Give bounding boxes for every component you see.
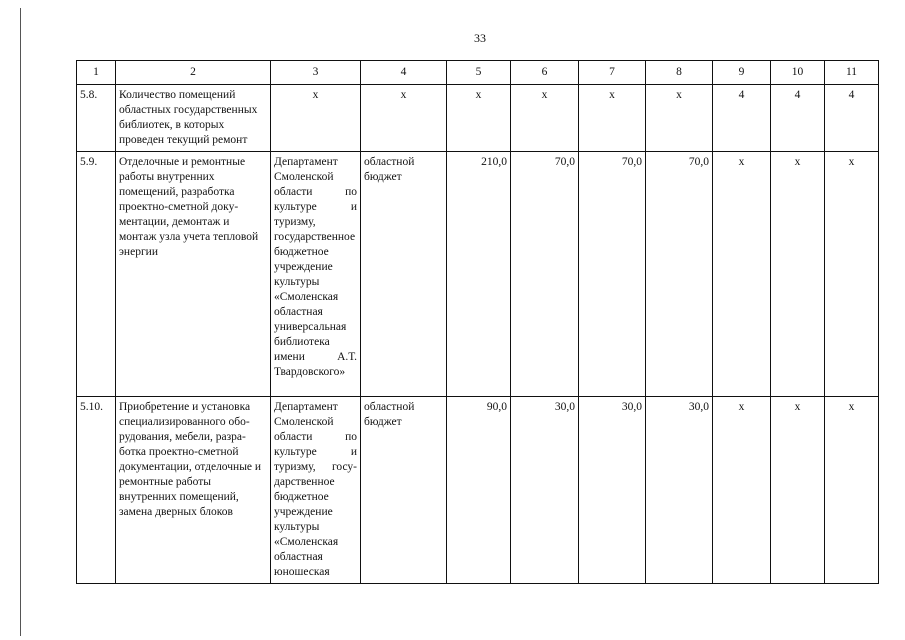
funding-source-cell: x [361,85,447,152]
column-header: 3 [271,61,361,85]
row-number: 5.10. [77,397,116,584]
column-header: 4 [361,61,447,85]
indicator-2-cell: x [771,152,825,397]
column-header: 2 [116,61,271,85]
executor-cell: x [271,85,361,152]
table-row [77,397,879,584]
activity-name: Количество помещений областных государственных библиотек, в которых проведен текущий ремонт [116,85,271,152]
row-number: 5.8. [77,85,116,152]
column-header: 10 [771,61,825,85]
indicator-1-cell: 4 [713,85,771,152]
activity-name: Отделочные и ремонтные работы внутренних помещений, разработка проектно-сметной документации, демонтаж и монтаж узла учета тепловой энергии [116,152,271,397]
year-3-cell: 70,0 [646,152,713,397]
column-number-row [77,61,879,85]
funding-source-cell: областной бюджет [361,152,447,397]
page-number: 33 [474,31,486,45]
total-amount-cell: 90,0 [447,397,511,584]
column-header: 1 [77,61,116,85]
table-row [77,152,879,397]
year-1-cell: 30,0 [511,397,579,584]
column-header: 9 [713,61,771,85]
year-2-cell: 30,0 [579,397,646,584]
indicator-2-cell: 4 [771,85,825,152]
executor-cell: Департамент Смоленской области по культуре и туризму, государственное бюджетное учреждение культуры «Смоленская областная юношеская [271,397,361,584]
left-margin-rule [20,8,21,636]
indicator-3-cell: x [825,152,879,397]
year-1-cell: x [511,85,579,152]
year-2-cell: 70,0 [579,152,646,397]
indicator-1-cell: x [713,397,771,584]
column-header: 7 [579,61,646,85]
year-3-cell: 30,0 [646,397,713,584]
indicator-3-cell: x [825,397,879,584]
column-header: 5 [447,61,511,85]
executor-cell: Департамент Смоленской области по культуре и туризму, государственное бюджетное учреждение культуры «Смоленская областная универсальная библиотека имени А.Т. Твардовского» [271,152,361,397]
indicator-2-cell: x [771,397,825,584]
year-1-cell: 70,0 [511,152,579,397]
column-header: 11 [825,61,879,85]
funding-source-cell: областной бюджет [361,397,447,584]
total-amount-cell: 210,0 [447,152,511,397]
row-number: 5.9. [77,152,116,397]
year-2-cell: x [579,85,646,152]
column-header: 8 [646,61,713,85]
year-3-cell: x [646,85,713,152]
program-table [76,60,879,584]
indicator-1-cell: x [713,152,771,397]
column-header: 6 [511,61,579,85]
total-amount-cell: x [447,85,511,152]
activity-name: Приобретение и установка специализированного оборудования, мебели, разработка проектно-сметной документации, отделочные и ремонтные работы внутренних помещений, замена дверных блоков [116,397,271,584]
indicator-3-cell: 4 [825,85,879,152]
table-row [77,85,879,152]
